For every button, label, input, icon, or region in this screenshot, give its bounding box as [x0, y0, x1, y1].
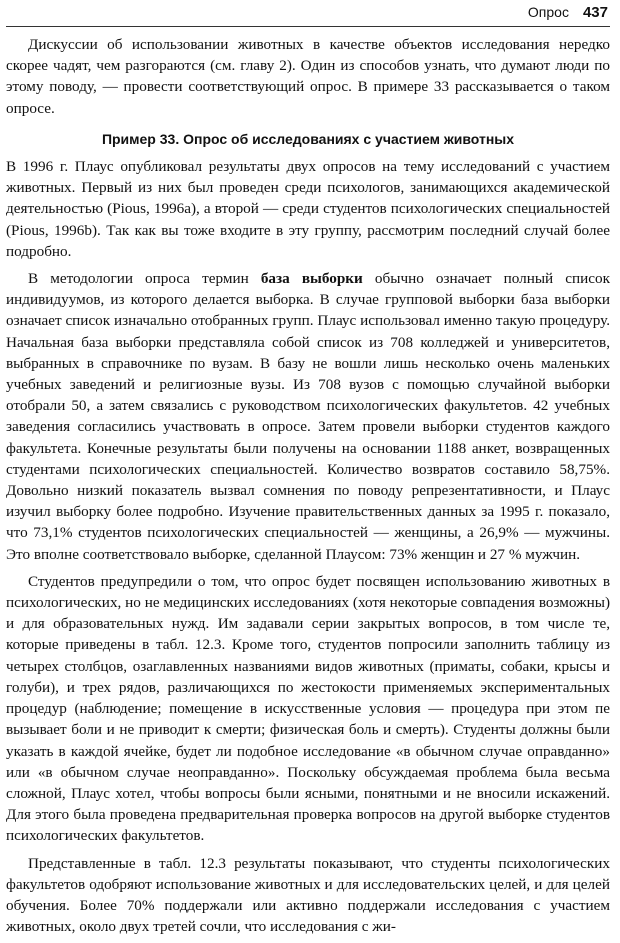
- intro-paragraph: Дискуссии об использовании животных в качестве объектов исследования нередко скорее чадят, чем разгораются (см. главу 2). Один из способов узнать, что думают люди по этому поводу, — провести соответствующий опрос. В примере 33 рассказывается о таком опросе.: [6, 36, 610, 117]
- example-heading: Пример 33. Опрос об исследованиях с участием животных: [101, 130, 515, 147]
- header-rule: [6, 26, 610, 27]
- paragraph-4: Представленные в табл. 12.3 результаты показывают, что студенты психологических факультетов одобряют использование животных и для исследовательских целей, и для целей обучения. Более 70% поддержали или активно поддержали исследования с участием животных, около двух третей сочли, что исследования с жи-: [6, 854, 610, 936]
- term-sampling-frame: база выборки: [260, 270, 363, 288]
- paragraph-2: [6, 268, 610, 565]
- page-body: [6, 34, 610, 943]
- running-head-section: Опрос: [527, 4, 569, 20]
- page-number: 437: [582, 4, 608, 21]
- paragraph-3: Студентов предупредили о том, что опрос будет посвящен использованию животных в психологических, но не медицинских исследованиях (хотя некоторые совпадения возможны) и для образовательных нужд. Им задавали серии закрытых вопросов, в том числе те, которые приведены в табл. 12.3. Кроме того, студентов попросили заполнить таблицу из четырех столбцов, озаглавленных названиями видов животных (приматы, собаки, крысы и голуби), и трех рядов, различающихся по жестокости применяемых экспериментальных процедур (наблюдение; помещение в искусственные условия — процедура при этом пе вызывает боли и не приводит к смерти; физическая боль и смерть). Студенты должны были указать в каждой ячейке, будет ли подобное исследование «в обычном случае оправданно» или «в обычном случае неоправданно». Поскольку обсуждаемая проблема была весьма сложной, Плаус хотел, чтобы вопросы были ясными, понятными и не вносили искажений. Для этого была проведена предварительная проверка вопросов на другой выборке студентов психологических факультетов.: [6, 572, 610, 845]
- paragraph-2-lead: В методологии опроса термин: [28, 270, 261, 288]
- paragraph-1: В 1996 г. Плаус опубликовал результаты двух опросов на тему исследований с участием животных. Первый из них был проведен среди психологов, занимающихся академической деятельностью (Pious, 1996a), а второй — среди студентов психологических специальностей (Pious, 1996b). Так как вы тоже входите в эту группу, рассмотрим последний случай более подробно.: [6, 158, 610, 260]
- paragraph-2-rest: обычно означает полный список индивидуумов, из которого делается выборка. В случае групповой выборки база выборки означает список изначально отобранных групп. Плаус использовал именно такую процедуру. Начальная база выборки представляла собой список из 708 колледжей и университетов, выбранных в справочнике по вузам. В базу не вошли лишь несколько очень маленьких учебных заведений и религиозные вузы. Из 708 вузов с помощью случайной выборки отобрали 50, а затем связались с руководством психологических факультетов. 42 учебных заведения согласились участвовать в опросе. Затем провели выборки студентов каждого факультета. Конечные результаты были получены на основании 1188 анкет, возвращенных студентами психологических специальностей. Количество возвратов составило 58,75%. Довольно низкий показатель вызвал сомнения по поводу репрезентативности, и Плаус изучил выборку более подробно. Изучение правительственных данных за 1995 г. показало, что 73,1% студентов психологических специальностей — женщины, а 26,9% — мужчины. Это вполне соответствовало выборке, сделанной Плаусом: 73% женщин и 27 % мужчин.: [6, 270, 610, 563]
- running-head: [528, 4, 608, 21]
